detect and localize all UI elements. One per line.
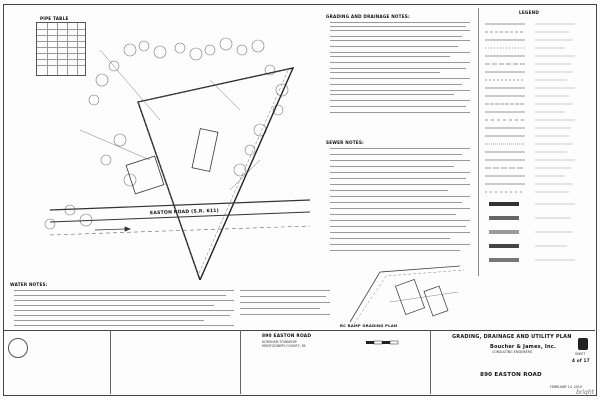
legend-symbols [485, 20, 589, 270]
legend-title: LEGEND [519, 10, 540, 15]
watermark: bright [576, 389, 594, 396]
firm-logo [578, 338, 588, 350]
sheet-number: 4 of 17 [572, 358, 590, 363]
pipe-table [36, 22, 86, 76]
ramp-plan-title: RC RAMP GRADING PLAN [340, 323, 398, 328]
legend-panel [478, 8, 593, 276]
water-notes-title: WATER NOTES: [10, 282, 48, 287]
firm-subtitle: CONSULTING ENGINEERS [492, 350, 533, 354]
scale-bar [366, 339, 400, 349]
sewer-notes-title: SEWER NOTES: [326, 140, 364, 145]
project-township: HORSHAM TOWNSHIP [262, 340, 297, 344]
project-county: MONTGOMERY COUNTY, PA [262, 344, 306, 348]
sheet-label: SHEET [575, 352, 586, 356]
grading-notes-title: GRADING AND DRAINAGE NOTES: [326, 14, 410, 19]
road-label: EASTON ROAD (S.R. 611) [149, 208, 220, 217]
sheet-title: GRADING, DRAINAGE AND UTILITY PLAN [452, 334, 572, 340]
ramp-grading-plan [340, 262, 470, 328]
firm-name: Boucher & James, Inc. [490, 344, 556, 350]
pipe-table-title: PIPE TABLE [40, 16, 69, 21]
engineer-seal [8, 338, 28, 358]
title-block-revisions [110, 330, 241, 394]
project-address: 890 EASTON ROAD [262, 334, 312, 339]
project-title-repeat: 890 EASTON ROAD [480, 372, 542, 378]
drawing-date: FEBRUARY 14, 2019 [550, 385, 582, 389]
